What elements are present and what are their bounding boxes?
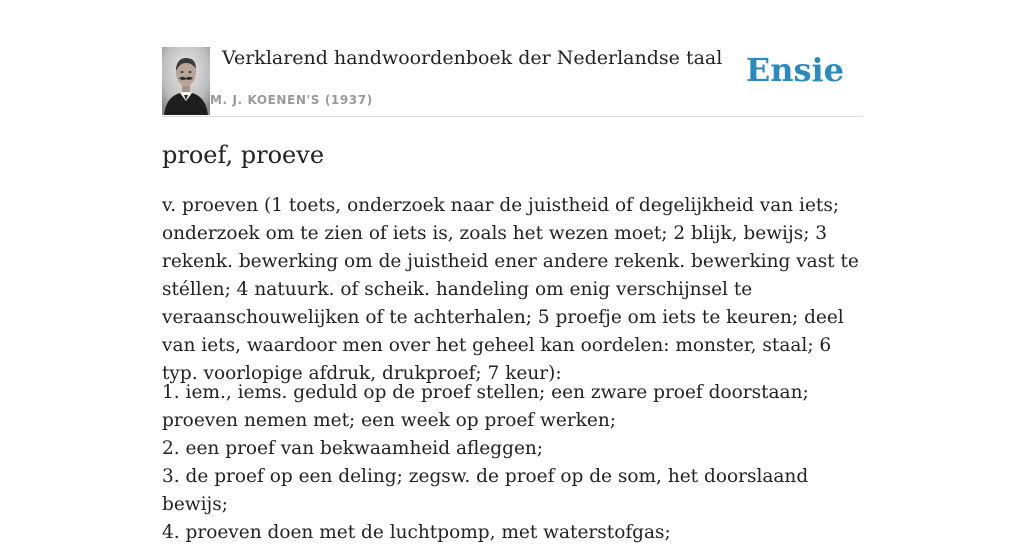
brand-logo-link[interactable]: Ensie <box>745 51 844 89</box>
entry-examples <box>162 379 867 547</box>
dictionary-title: Verklarend handwoordenboek der Nederlandse taal <box>222 47 723 69</box>
example-item: 3. de proef op een deling; zegsw. de proef op de som, het doorslaand bewijs; <box>162 466 809 515</box>
example-item: 2. een proef van bekwaamheid afleggen; <box>162 438 544 459</box>
author-portrait <box>162 47 210 115</box>
entry-headword: proef, proeve <box>162 141 325 169</box>
dictionary-header <box>162 46 862 117</box>
example-item: 4. proeven doen met de luchtpomp, met waterstofgas; <box>162 522 671 543</box>
example-item: 1. iem., iems. geduld op de proef stellen; een zware proef doorstaan; proeven nemen met; een week op proef werken; <box>162 382 809 431</box>
author-portrait-image <box>162 47 210 115</box>
dictionary-author: M. J. KOENEN'S (1937) <box>210 93 373 107</box>
entry-definition: v. proeven (1 toets, onderzoek naar de juistheid of degelijkheid van iets; onderzoek om te zien of iets is, zoals het wezen moet; 2 blijk, bewijs; 3 rekenk. bewerking om de juistheid ener andere rekenk. bewerking vast te stéllen; 4 natuurk. of scheik. handeling om enig verschijnsel te veraanschouwelijken of te achterhalen; 5 proefje om iets te keuren; deel van iets, waardoor men over het geheel kan oordelen: monster, staal; 6 typ. voorlopige afdruk, drukproef; 7 keur): <box>162 195 859 384</box>
